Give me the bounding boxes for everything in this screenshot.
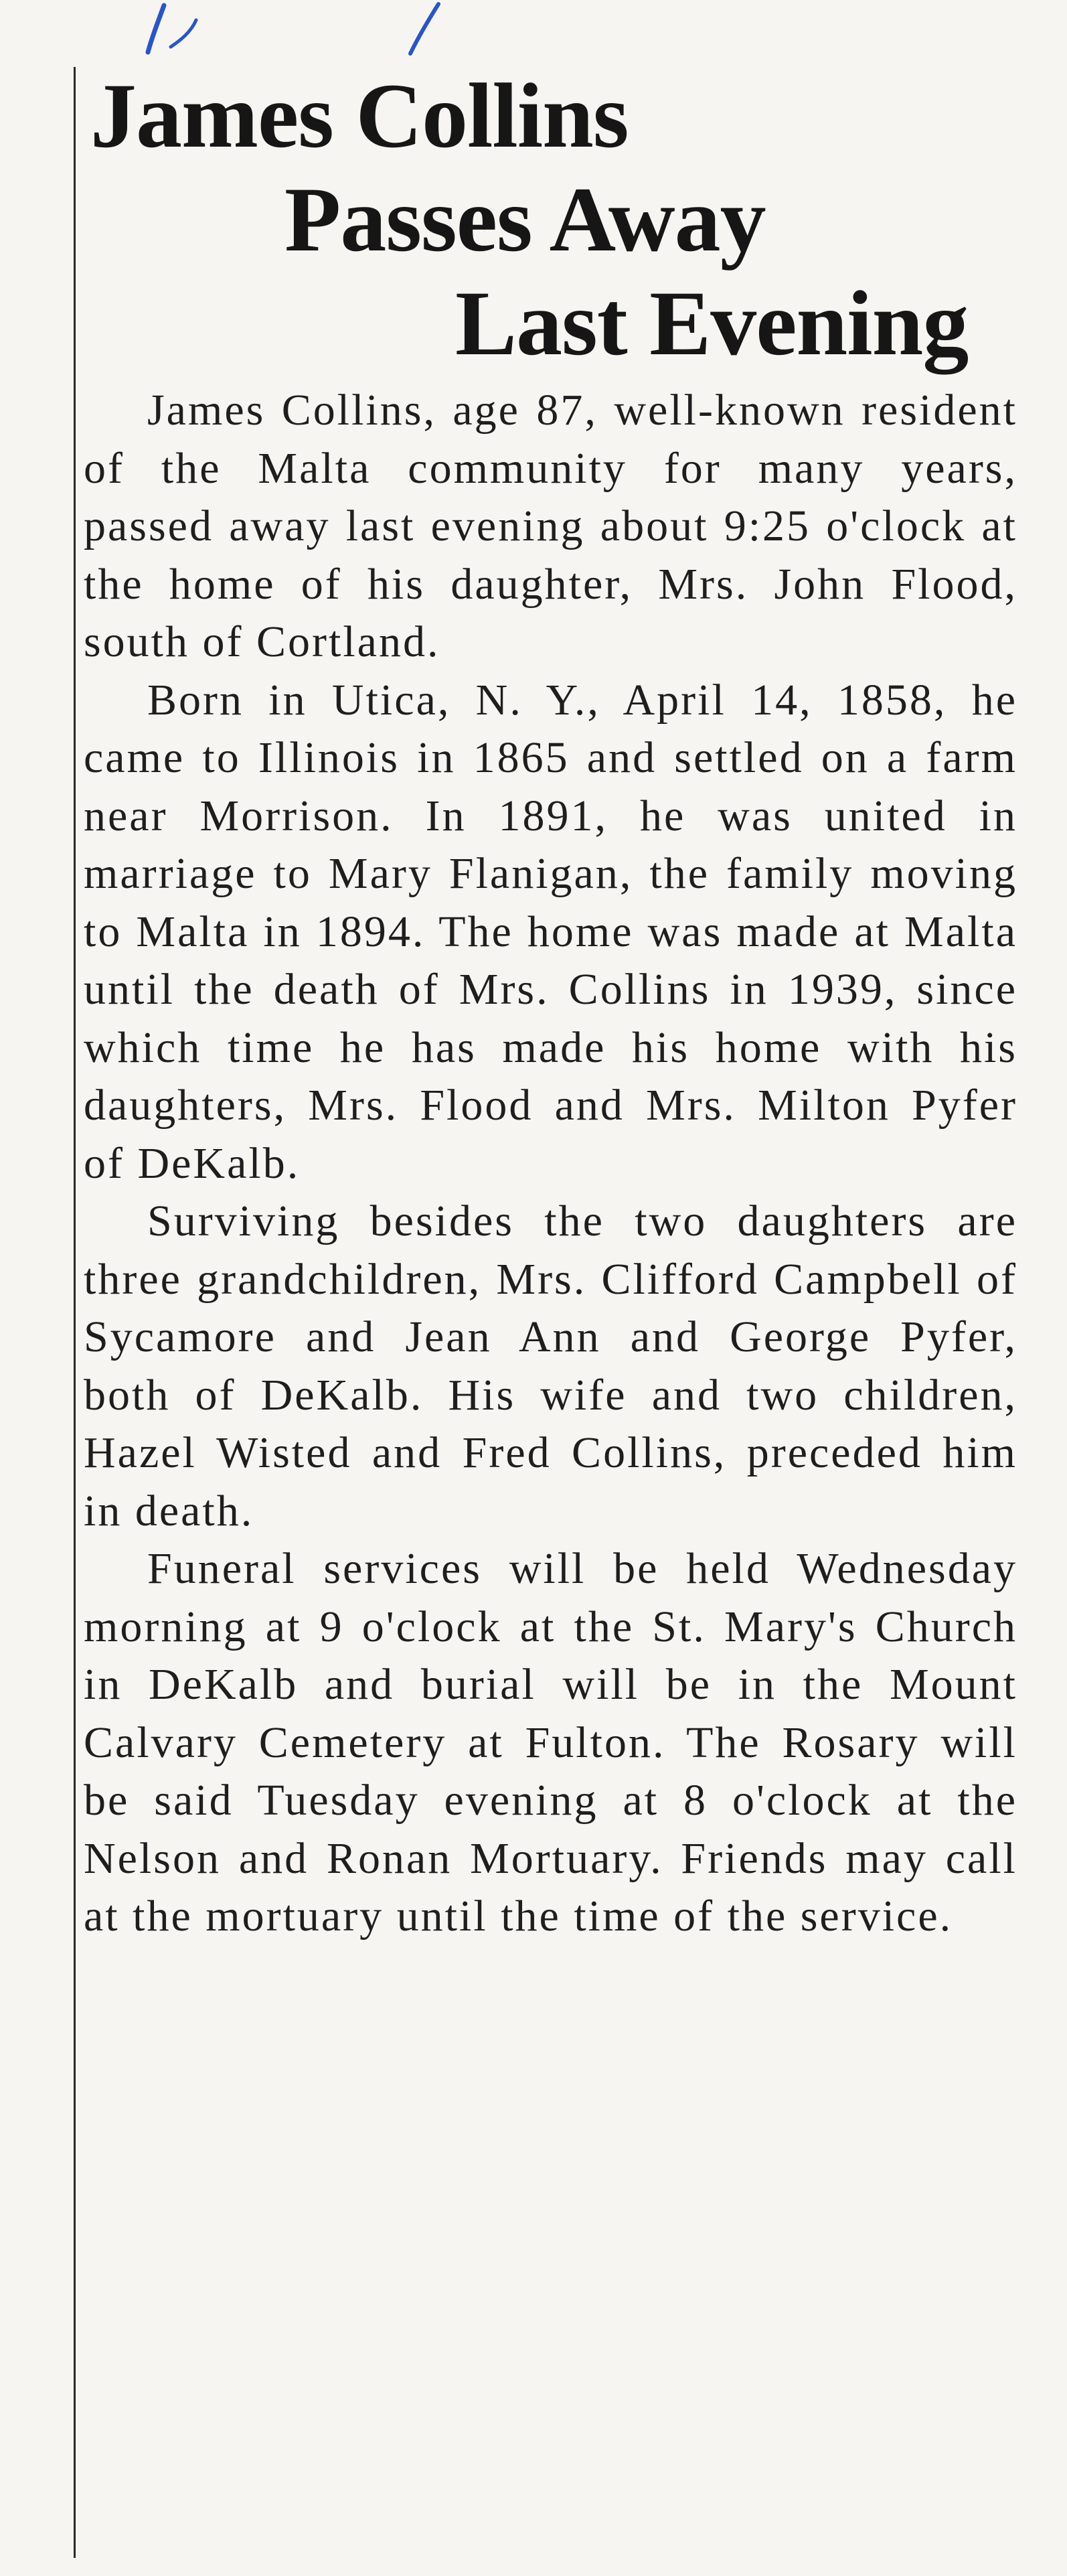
paragraph-intro: James Collins, age 87, well-known resident of the Malta community for many years, passed away last evening about 9:25 o'clock at the home of his daughter, Mrs. John Flood, south of Cortland.: [84, 386, 1017, 666]
paragraph-survivors: Surviving besides the two daughters are three grandchildren, Mrs. Clifford Campbell of Sycamore and Jean Ann and George Pyfer, both of DeKalb. His wife and two children, Hazel Wisted and Fred Collins, preceded him in death.: [84, 1197, 1017, 1535]
paragraph-funeral: Funeral services will be held Wednesday morning at 9 o'clock at the St. Mary's Church in DeKalb and burial will be in the Mount Calvary Cemetery at Fulton. The Rosary will be said Tuesday evening at 8 o'clock at the Nelson and Ronan Mortuary. Friends may call at the mortuary until the time of the service.: [84, 1544, 1017, 1941]
headline-line-1: James Collins: [90, 64, 629, 167]
article-body: [84, 382, 1017, 1946]
column-rule: [74, 67, 76, 2558]
headline-line-3: Last Evening: [455, 272, 969, 374]
obituary-article: [84, 64, 1028, 1946]
handwritten-pen-mark: [144, 0, 465, 60]
headline-line-2: Passes Away: [284, 168, 766, 271]
paragraph-biography: Born in Utica, N. Y., April 14, 1858, he came to Illinois in 1865 and settled on a farm near Morrison. In 1891, he was united in marriage to Mary Flanigan, the family moving to Malta in 1894. The home was made at Malta until the death of Mrs. Collins in 1939, since which time he has made his home with his daughters, Mrs. Flood and Mrs. Milton Pyfer of DeKalb.: [84, 675, 1017, 1188]
